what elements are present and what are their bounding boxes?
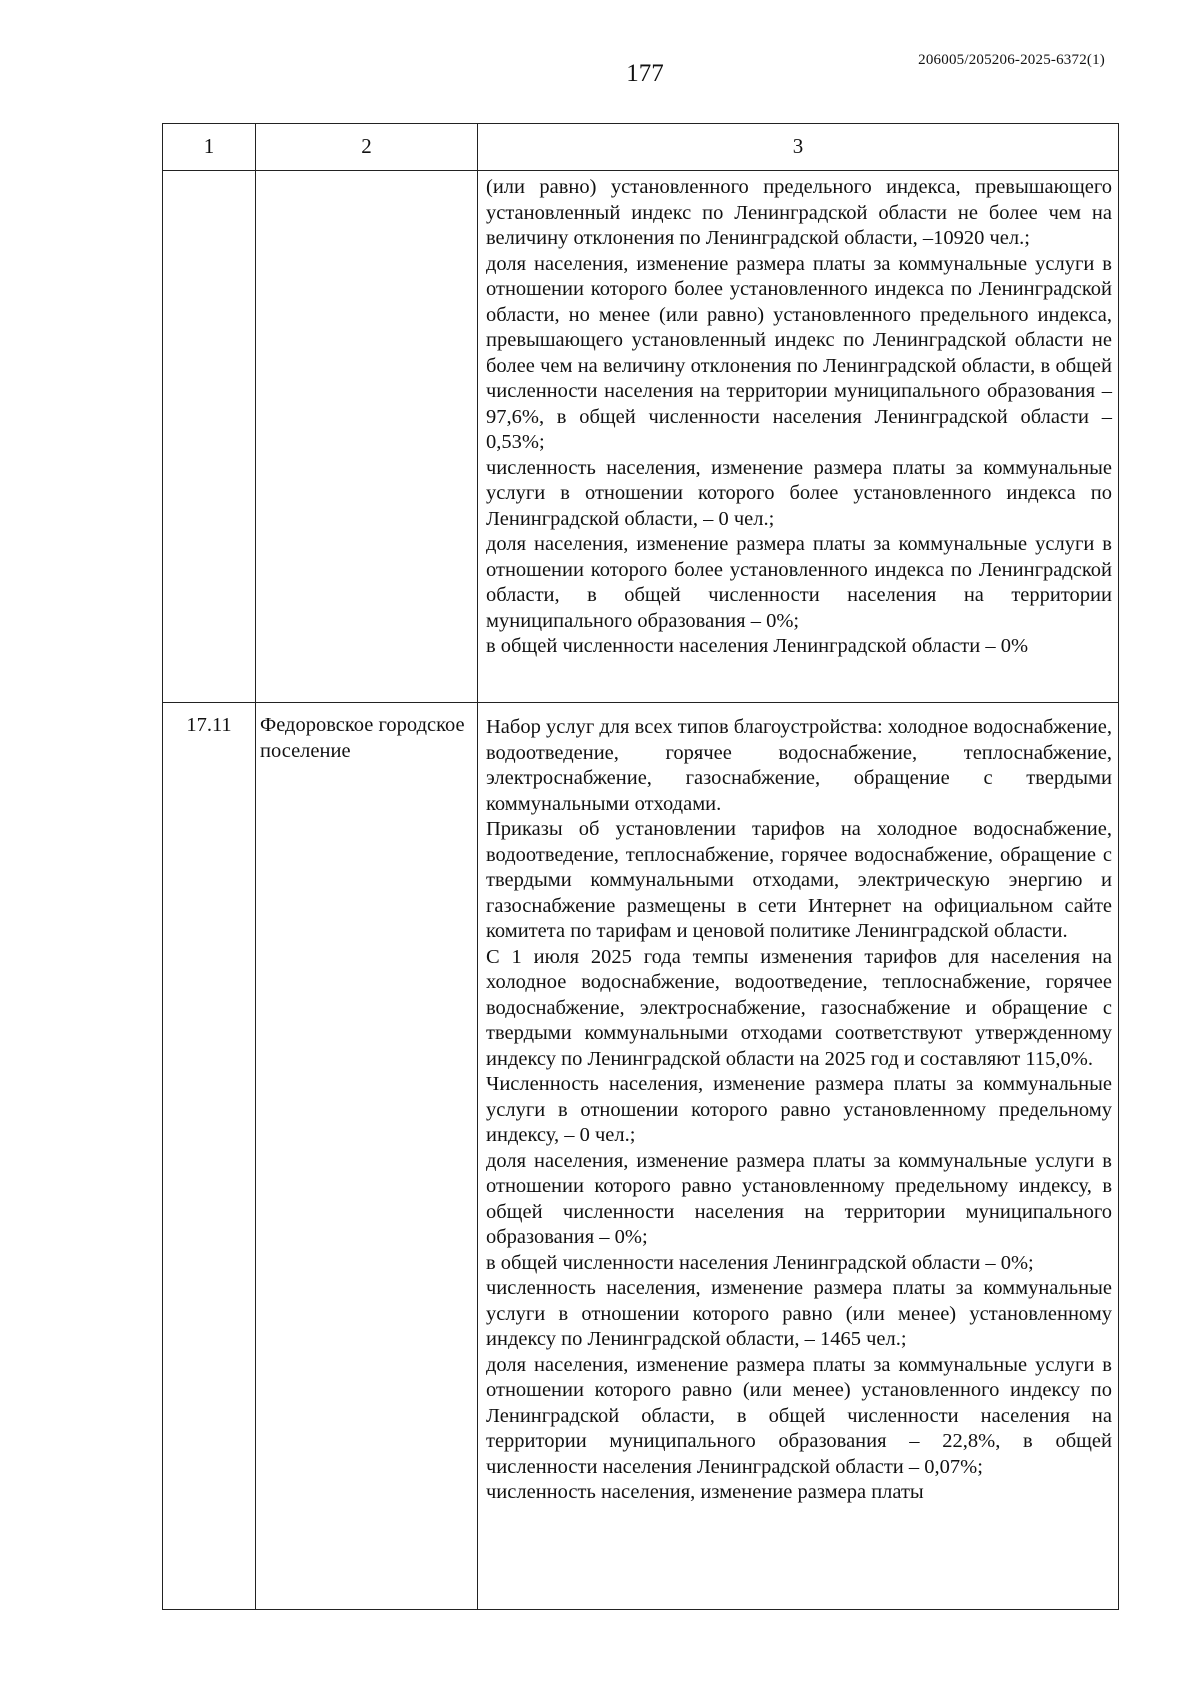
description-paragraph: Численность населения, изменение размера платы за коммунальные услуги в отношении которого равно установленному предельному индексу, – 0 чел.; bbox=[486, 1073, 1112, 1146]
description-paragraph: С 1 июля 2025 года темпы изменения тарифов для населения на холодное водоснабжение, водоотведение, теплоснабжение, горячее водоснабжение, электроснабжение, газоснабжение и обращение с твердыми коммунальными отходами соответствуют утвержденному индексу по Ленинградской области на 2025 год и составляют 115,0%. bbox=[486, 945, 1112, 1070]
table-header-row bbox=[163, 124, 1119, 171]
description-paragraph: численность населения, изменение размера платы за коммунальные услуги в отношении которого равно (или менее) установленному индексу по Ленинградской области, – 1465 чел.; bbox=[486, 1277, 1112, 1350]
description-paragraph: в общей численности населения Ленинградской области – 0%; bbox=[486, 1251, 1034, 1274]
description-paragraph: численность населения, изменение размера платы bbox=[486, 1481, 924, 1503]
description-paragraph: Набор услуг для всех типов благоустройства: холодное водоснабжение, водоотведение, горячее водоснабжение, теплоснабжение, электроснабжение, газоснабжение, обращение с твердыми коммунальными отходами. bbox=[486, 716, 1112, 815]
column-header-2: 2 bbox=[256, 124, 478, 171]
description-paragraph: доля населения, изменение размера платы за коммунальные услуги в отношении которого более установленного индекса по Ленинградской области, в общей численности населения на территории муниципального образования – 0%; bbox=[486, 533, 1112, 632]
document-code: 206005/205206-2025-6372(1) bbox=[918, 52, 1105, 68]
municipality-name: Федоровское городское поселение bbox=[256, 703, 478, 1610]
table-row bbox=[163, 171, 1119, 703]
description-paragraph: Приказы об установлении тарифов на холодное водоснабжение, водоотведение, теплоснабжение, горячее водоснабжение, обращение с твердыми коммунальными отходами, электрическую энергию и газоснабжение размещены в сети Интернет на официальном сайте комитета по тарифам и ценовой политике Ленинградской области. bbox=[486, 818, 1112, 942]
table-row bbox=[163, 703, 1119, 1610]
row-description bbox=[478, 171, 1119, 703]
row-description bbox=[478, 703, 1119, 1610]
page-number: 177 bbox=[626, 60, 664, 87]
description-paragraph: (или равно) установленного предельного индекса, превышающего установленный индекс по Ленинградской области не более чем на величину отклонения по Ленинградской области, –10920 чел.; bbox=[486, 176, 1112, 249]
description-paragraph: доля населения, изменение размера платы за коммунальные услуги в отношении которого равно установленному предельному индексу, в общей численности населения на территории муниципального образования – 0%; bbox=[486, 1149, 1112, 1248]
column-header-3: 3 bbox=[478, 124, 1119, 171]
description-paragraph: доля населения, изменение размера платы за коммунальные услуги в отношении которого более установленного индекса по Ленинградской области, но менее (или равно) установленного предельного индекса, превышающего установленный индекс по Ленинградской области не более чем на величину отклонения по Ленинградской области, в общей численности населения на территории муниципального образования – 97,6%, в общей численности населения Ленинградской области – 0,53%; bbox=[486, 252, 1112, 453]
row-number bbox=[163, 171, 256, 703]
description-paragraph: в общей численности населения Ленинградской области – 0% bbox=[486, 635, 1029, 657]
description-paragraph: доля населения, изменение размера платы за коммунальные услуги в отношении которого равно (или менее) установленного индексу по Ленинградской области, в общей численности населения на территории муниципального образования – 22,8%, в общей численности населения Ленинградской области – 0,07%; bbox=[486, 1353, 1112, 1478]
row-number: 17.11 bbox=[163, 703, 256, 1610]
municipality-name bbox=[256, 171, 478, 703]
description-paragraph: численность населения, изменение размера платы за коммунальные услуги в отношении которого более установленного индекса по Ленинградской области, – 0 чел.; bbox=[486, 456, 1112, 530]
data-table bbox=[162, 123, 1119, 1610]
column-header-1: 1 bbox=[163, 124, 256, 171]
